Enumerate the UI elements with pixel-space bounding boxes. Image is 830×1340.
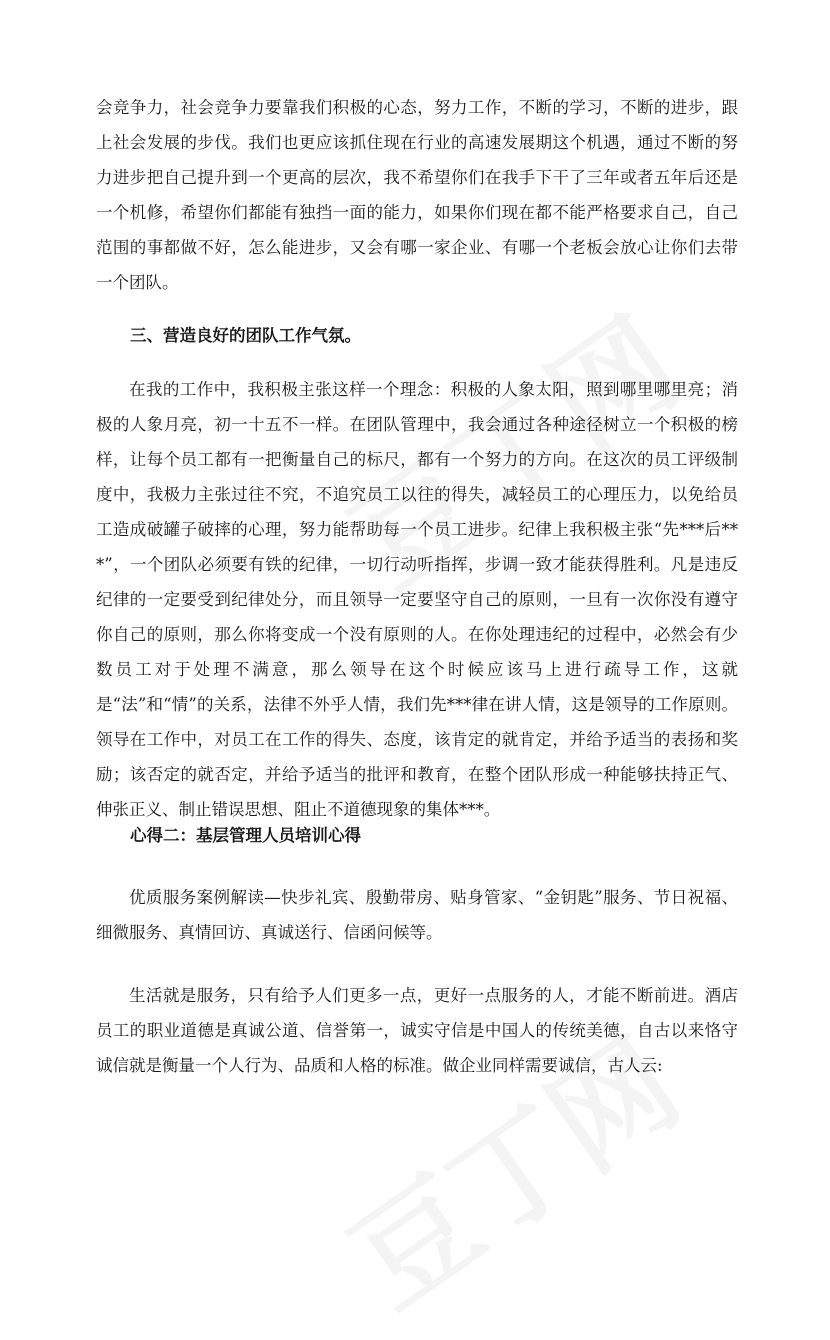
paragraph-block xyxy=(96,90,738,300)
paragraph: 生活就是服务，只有给予人们更多一点，更好一点服务的人，才能不断前进。酒店员工的职业道德是真诚公道、信誉第一，诚实守信是中国人的传统美德，自古以来恪守诚信就是衡量一个人行为、品质和人格的标准。做企业同样需要诚信，古人云: xyxy=(96,986,738,1075)
paragraph: 优质服务案例解读—快步礼宾、殷勤带房、贴身管家、“金钥匙”服务、节日祝福、细微服务、真情回访、真诚送行、信函问候等。 xyxy=(96,888,738,942)
paragraph-block xyxy=(96,978,738,1083)
paragraph: 会竞争力，社会竞争力要靠我们积极的心态，努力工作，不断的学习，不断的进步，跟上社会发展的步伐。我们也更应该抓住现在行业的高速发展期这个机遇，通过不断的努力进步把自己提升到一个更高的层次，我不希望你们在我手下干了三年或者五年后还是一个机修，希望你们都能有独挡一面的能力，如果你们现在都不能严格要求自己，自己范围的事都做不好，怎么能进步，又会有哪一家企业、有哪一个老板会放心让你们去带一个团队。 xyxy=(96,98,738,292)
section-heading: 心得二：基层管理人员培训心得 xyxy=(130,826,361,845)
section-heading: 三、营造良好的团队工作气氛。 xyxy=(130,326,361,345)
paragraph: 在我的工作中，我积极主张这样一个理念：积极的人象太阳，照到哪里哪里亮；消极的人象月亮，初一十五不一样。在团队管理中，我会通过各种途径树立一个积极的榜样，让每个员工都有一把衡量自己的标尺，都有一个努力的方向。在这次的员工评级制度中，我极力主张过往不究，不追究员工以往的得失，减轻员工的心理压力，以免给员工造成破罐子破摔的心理，努力能帮助每一个员工进步。纪律上我积极主张“先***后***”，一个团队必须要有铁的纪律，一切行动听指挥，步调一致才能获得胜利。凡是违反纪律的一定要受到纪律处分，而且领导一定要坚守自己的原则，一旦有一次你没有遵守你自己的原则，那么你将变成一个没有原则的人。在你处理违纪的过程中，必然会有少数员工对于处理不满意，那么领导在这个时候应该马上进行疏导工作，这就是“法”和“情”的关系，法律不外乎人情，我们先***律在讲人情，这是领导的工作原则。领导在工作中，对员工在工作的得失、态度，该肯定的就肯定，并给予适当的表扬和奖励；该否定的就否定，并给予适当的批评和教育，在整个团队形成一种能够扶持正气、伸张正义、制止错误思想、阻止不道德现象的集体***。 xyxy=(96,380,738,819)
paragraph-block xyxy=(96,372,738,827)
paragraph-block xyxy=(96,880,738,950)
